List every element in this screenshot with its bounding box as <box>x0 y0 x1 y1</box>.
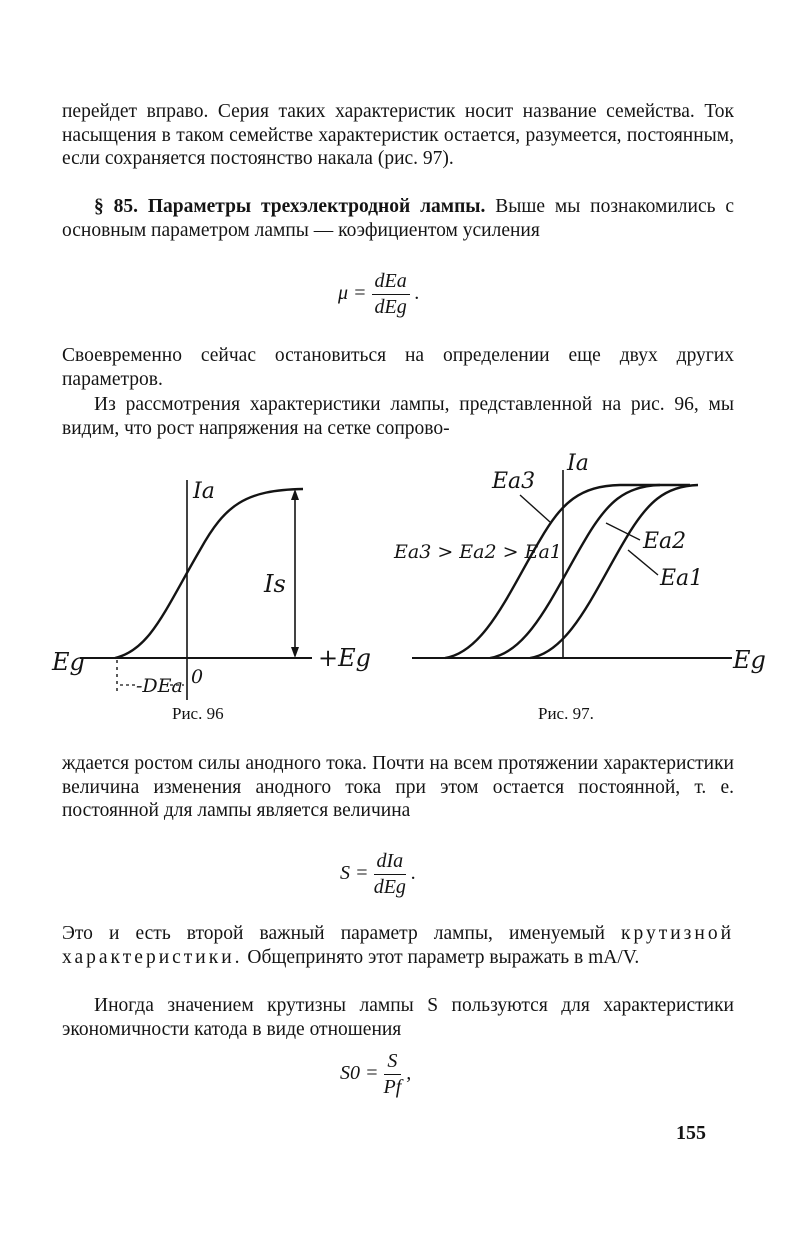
paragraph-7: Иногда значением крутизны лампы S пользуются для характеристики экономичности катода в виде отношения <box>62 995 734 1040</box>
fig96-saturation-label: Is <box>264 570 286 598</box>
formula-s0-tail: , <box>406 1062 412 1085</box>
fig96-y-label: Ia <box>193 479 215 504</box>
formula-mu-fraction <box>372 270 410 319</box>
fig97-leader-ea3 <box>520 495 550 522</box>
paragraph-5: ждается ростом силы анодного тока. Почти на всем протяжении характеристики величина изменения анодного тока при этом остается постоянной, т. е. постоянной для лампы является величина <box>62 753 734 821</box>
formula-s-tail: . <box>411 862 417 885</box>
formula-s-denominator: dEg <box>373 876 406 898</box>
figure-96 <box>50 440 380 730</box>
fig97-y-label: Ia <box>567 451 589 476</box>
fig97-curve-ea2 <box>490 485 660 658</box>
fig97-label-ea1: Ea1 <box>660 566 704 591</box>
fig96-x-left-label: Eg <box>52 648 85 676</box>
fig96-origin-label: 0 <box>191 666 204 688</box>
formula-s <box>340 850 416 899</box>
paragraph-4: Из рассмотрения характеристики лампы, представленной на рис. 96, мы видим, что рост напряжения на сетке сопрово- <box>62 394 734 439</box>
paragraph-2 <box>62 195 734 242</box>
formula-mu-tail: . <box>414 282 420 305</box>
formula-s0-denominator: Pf <box>383 1076 402 1098</box>
formula-mu <box>338 270 420 319</box>
section-heading: § 85. Параметры трехэлектродной лампы. <box>94 196 486 217</box>
paragraph-1: перейдет вправо. Серия таких характеристик носит название семейства. Ток насыщения в таком семействе характеристик остается, разумеется, постоянным, если сохраняется постоянство накала (рис. 97). <box>62 101 734 169</box>
fig96-arrowhead-top <box>291 489 299 500</box>
paragraph-2-text: Выше мы познакомились с основным параметром лампы — коэфициентом усиления <box>62 196 734 241</box>
fig96-arrowhead-bottom <box>291 647 299 658</box>
formula-s0-numerator: S <box>384 1050 402 1075</box>
fig97-inequality: Ea3 > Ea2 > Ea1 <box>394 541 562 563</box>
formula-s0-fraction <box>384 1050 402 1099</box>
formula-s0-lhs: S0 = <box>340 1062 379 1085</box>
figure-97 <box>390 440 770 730</box>
fig97-label-ea3: Ea3 <box>492 469 536 494</box>
paragraph-6-text-b: Общепринято этот параметр выражать в mA/V. <box>242 946 640 968</box>
formula-s0 <box>340 1050 411 1099</box>
formula-s-lhs: S = <box>340 862 369 885</box>
formula-mu-denominator: dEg <box>374 296 407 318</box>
fig97-caption: Рис. 97. <box>538 704 594 723</box>
page-number: 155 <box>676 1122 706 1144</box>
term-krutizna: крутизной характеристики. <box>62 923 734 968</box>
formula-mu-numerator: dEa <box>372 270 410 295</box>
formula-mu-lhs: μ = <box>338 282 367 305</box>
formula-s-fraction <box>374 850 407 899</box>
fig97-label-ea2: Ea2 <box>643 529 687 554</box>
paragraph-3: Своевременно сейчас остановиться на определении еще двух других параметров. <box>62 345 734 390</box>
formula-s-numerator: dIa <box>374 850 407 875</box>
fig96-x-right-label: +Eg <box>318 644 371 672</box>
fig96-offset-label: -DEa <box>136 675 183 697</box>
fig96-caption: Рис. 96 <box>172 704 224 723</box>
paragraph-6 <box>62 922 734 969</box>
fig97-x-label: Eg <box>733 646 766 674</box>
paragraph-6-text-a: Это и есть второй важный параметр лампы, именуемый <box>62 923 621 944</box>
